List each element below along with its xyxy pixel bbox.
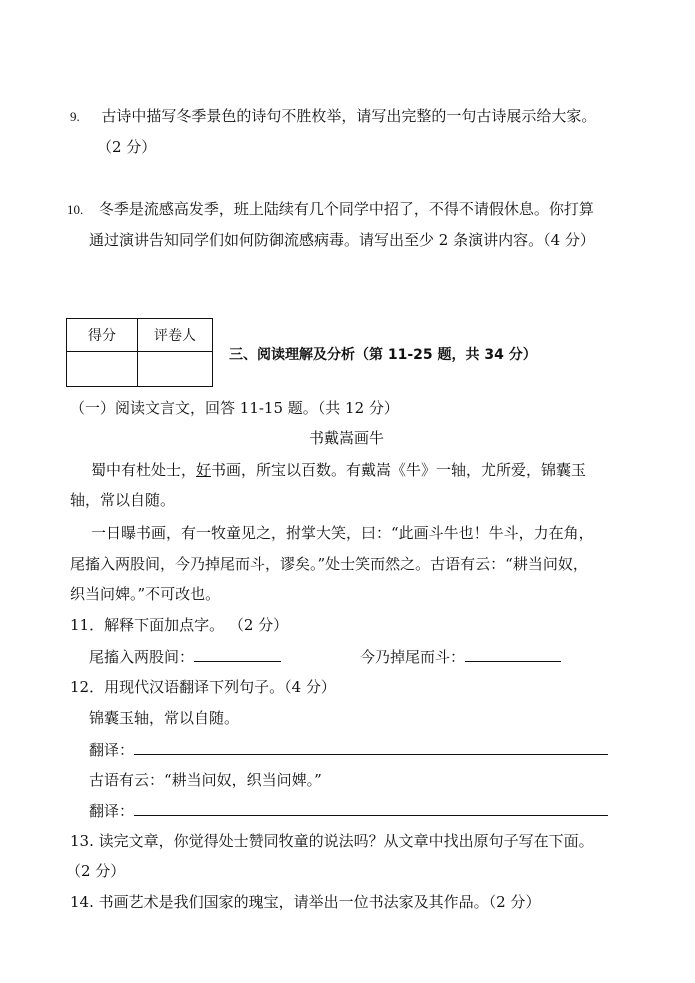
q12-sentence1: 锦囊玉轴，常以自随。 bbox=[89, 709, 240, 727]
passage-p1-line1 bbox=[91, 460, 586, 480]
q12-translate1-blank[interactable] bbox=[134, 739, 608, 755]
score-table bbox=[66, 318, 213, 387]
score-cell[interactable] bbox=[67, 352, 138, 387]
q11-item2 bbox=[360, 646, 561, 667]
q11-stem: 11．解释下面加点字。 （2 分） bbox=[70, 616, 289, 634]
grader-cell[interactable] bbox=[138, 352, 213, 387]
q9-line bbox=[70, 106, 596, 127]
passage-title: 书戴嵩画牛 bbox=[309, 429, 385, 447]
q13-text: 13. 读完文章，你觉得处士赞同牧童的说法吗？从文章中找出原句子写在下面。 bbox=[70, 832, 594, 850]
dotted-word: 好 bbox=[196, 461, 212, 479]
q12-translate2 bbox=[89, 800, 608, 821]
q10-text-line1: 冬季是流感高发季，班上陆续有几个同学中招了，不得不请假休息。你打算 bbox=[98, 200, 594, 218]
part1-header: （一）阅读文言文，回答 11-15 题。（共 12 分） bbox=[70, 399, 399, 417]
q11-item1-label: 尾搐入两股间： bbox=[89, 648, 195, 666]
q9-points: （2 分） bbox=[97, 138, 157, 156]
q11-answer1-blank[interactable] bbox=[194, 646, 281, 662]
q12-translate2-label: 翻译： bbox=[89, 802, 135, 820]
passage-p1-post: 书画，所宝以百数。有戴嵩《牛》一轴，尤所爱，锦囊玉 bbox=[211, 461, 587, 479]
q13-points: （2 分） bbox=[66, 862, 126, 880]
q9-number: 9. bbox=[70, 109, 80, 124]
passage-p2-line3: 织当问婢。”不可改也。 bbox=[70, 585, 221, 603]
passage-p2-line1: 一日曝书画，有一牧童见之，拊掌大笑，曰：“此画斗牛也！牛斗，力在角， bbox=[91, 524, 594, 542]
q12-sentence2: 古语有云：“耕当问奴，织当问婢。” bbox=[89, 771, 322, 789]
q12-stem: 12．用现代汉语翻译下列句子。（4 分） bbox=[70, 678, 336, 696]
passage-p1-pre: 蜀中有杜处士， bbox=[91, 461, 197, 479]
q11-answer2-blank[interactable] bbox=[465, 646, 561, 662]
q10-text-line2: 通过演讲告知同学们如何防御流感病毒。请写出至少 2 条演讲内容。（4 分） bbox=[89, 231, 595, 249]
score-header: 得分 bbox=[67, 319, 138, 352]
grader-header: 评卷人 bbox=[138, 319, 213, 352]
passage-p2-line2: 尾搐入两股间，今乃掉尾而斗，谬矣。”处士笑而然之。古语有云：“耕当问奴， bbox=[70, 555, 588, 573]
q10-line1 bbox=[67, 199, 594, 220]
q11-item2-label: 今乃掉尾而斗： bbox=[360, 648, 466, 666]
passage-p1-line2: 轴，常以自随。 bbox=[70, 491, 176, 509]
q14-text: 14. 书画艺术是我们国家的瑰宝，请举出一位书法家及其作品。（2 分） bbox=[70, 893, 541, 911]
q12-translate1 bbox=[89, 739, 608, 760]
q11-item1 bbox=[89, 646, 281, 667]
q9-text: 古诗中描写冬季景色的诗句不胜枚举，请写出完整的一句古诗展示给大家。 bbox=[101, 107, 597, 125]
q12-translate2-blank[interactable] bbox=[134, 800, 608, 816]
section3-title: 三、阅读理解及分析（第 11-25 题，共 34 分） bbox=[229, 347, 537, 363]
q12-translate1-label: 翻译： bbox=[89, 741, 135, 759]
q10-number: 10. bbox=[67, 202, 84, 217]
